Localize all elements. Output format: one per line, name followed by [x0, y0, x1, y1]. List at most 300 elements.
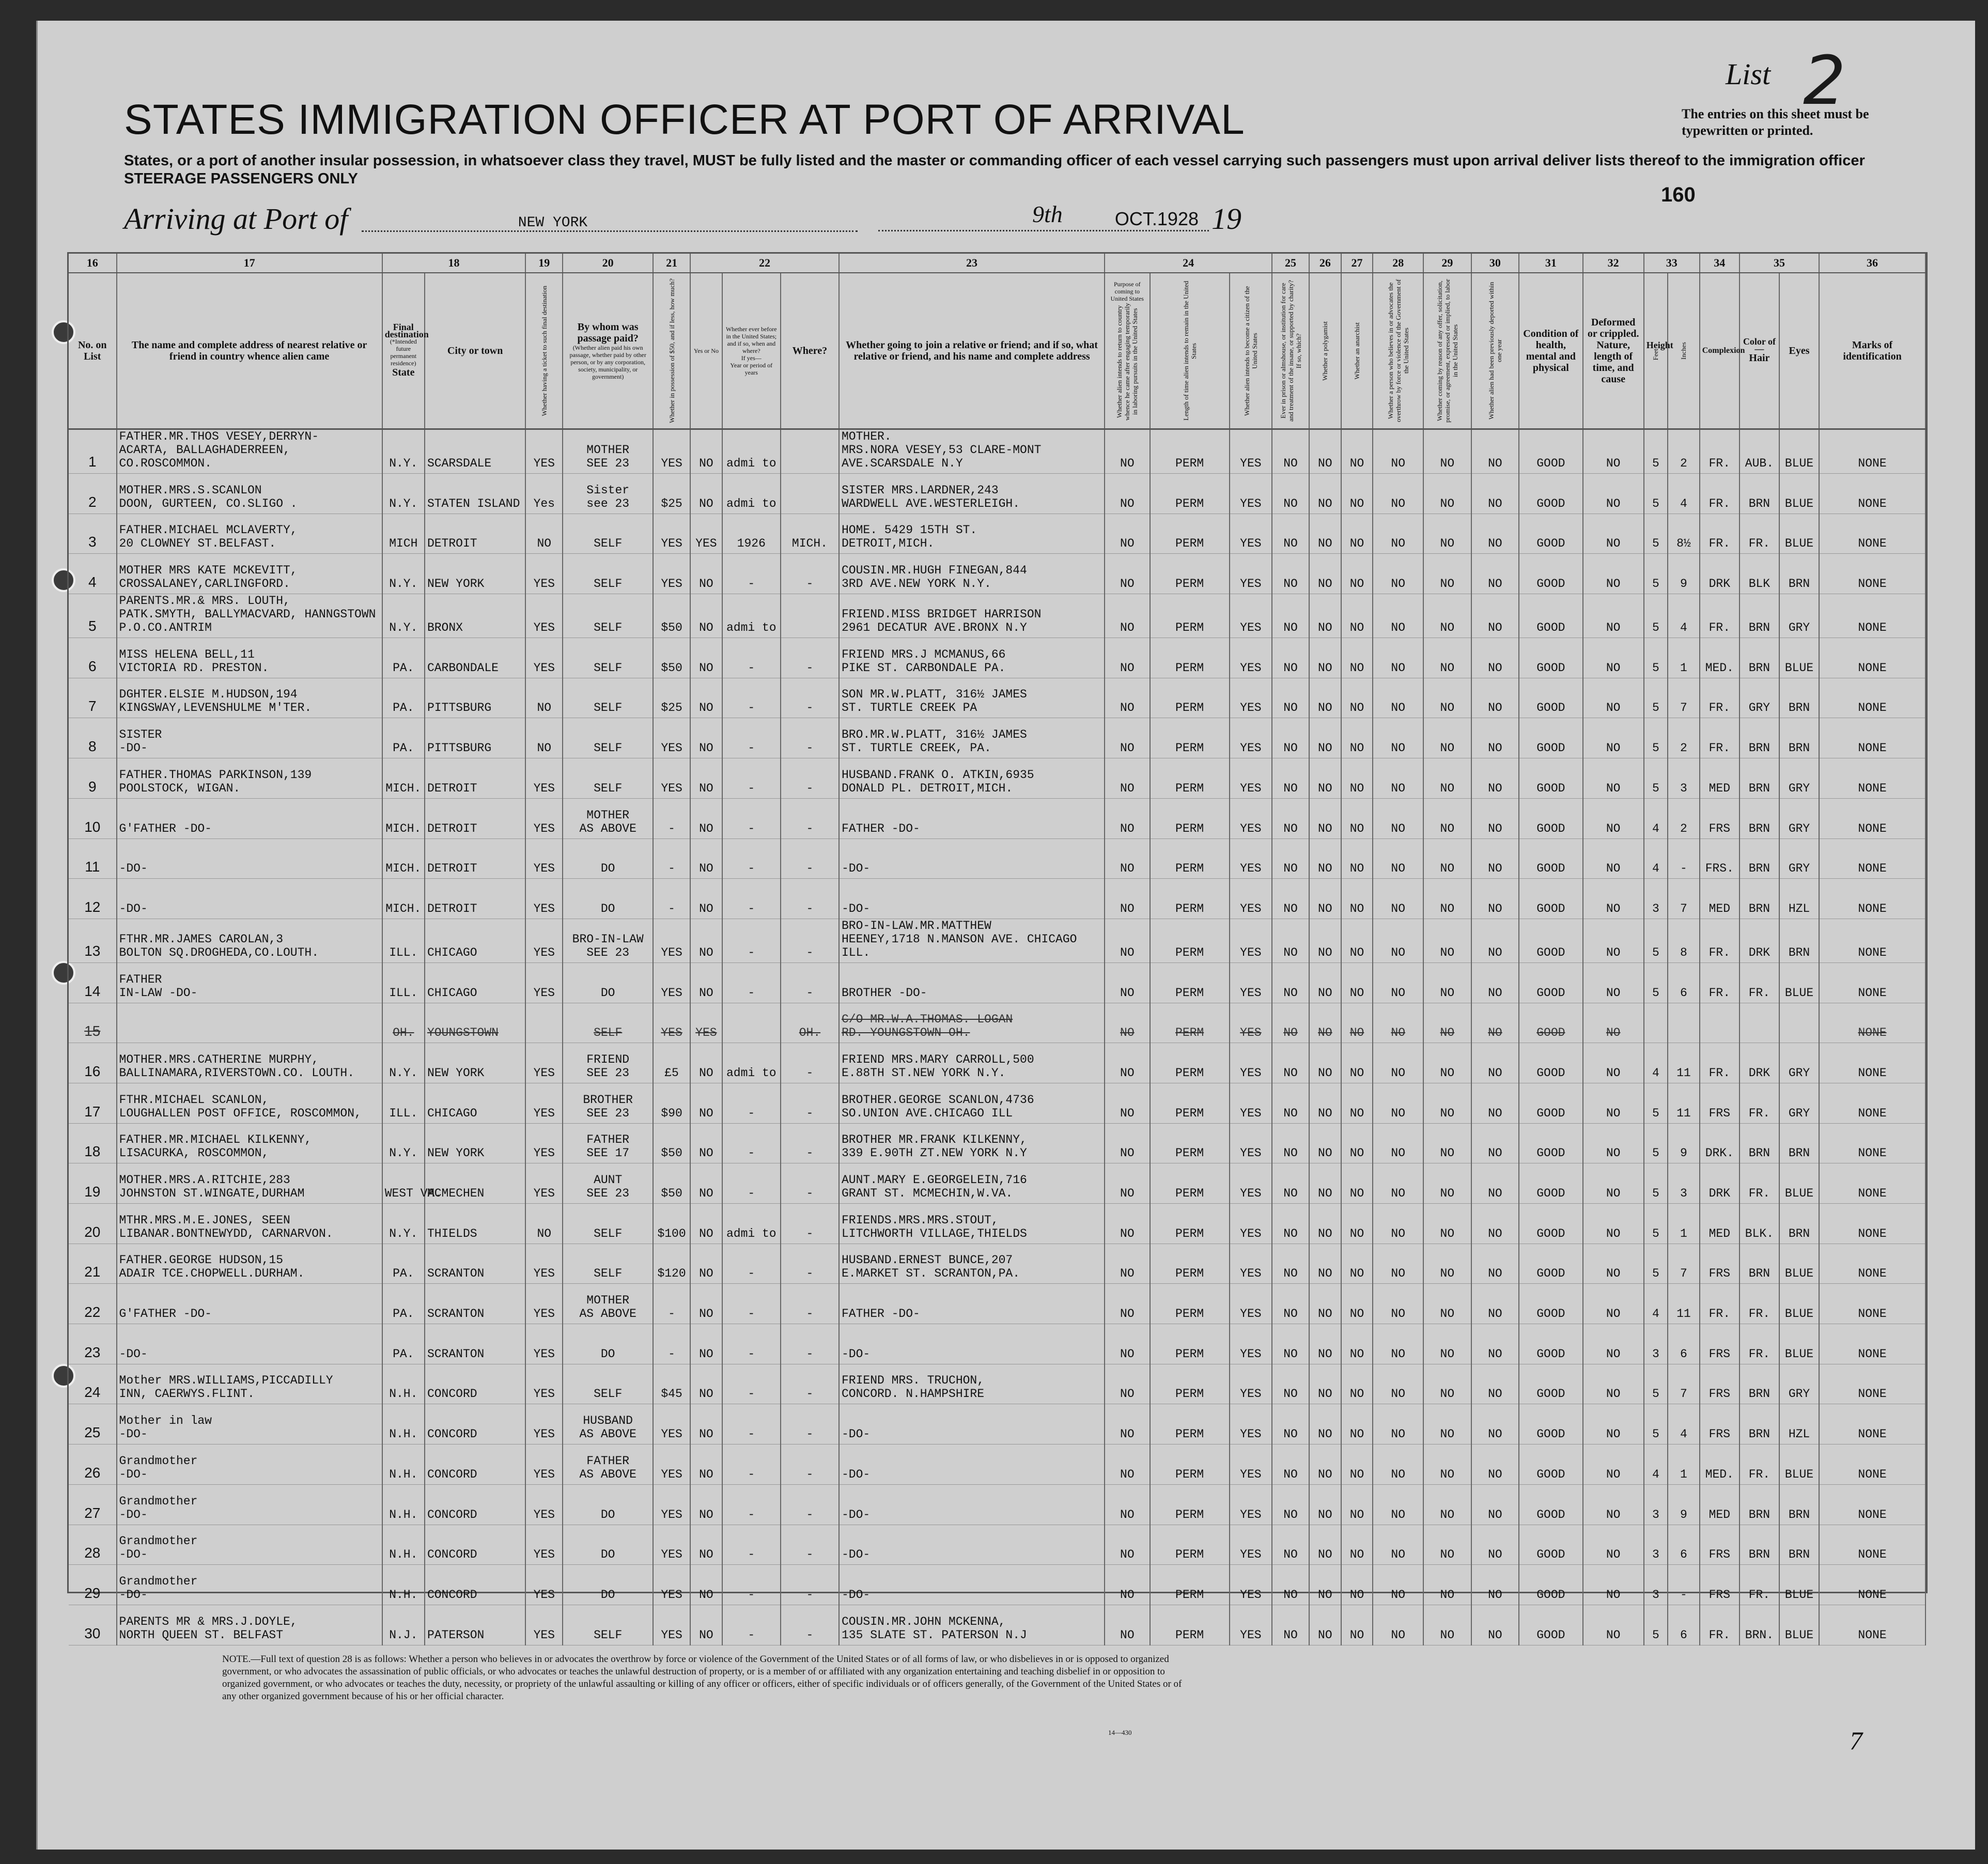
dest-state: PA.: [382, 1244, 425, 1284]
row-number: 30: [69, 1605, 117, 1645]
header-col29-label: Whether coming by reason of any offer, solicitation, promise, or agreement, expressed or implied, to labor in the United States: [1435, 279, 1459, 423]
joining-cell-line1: FRIEND.MISS BRIDGET HARRISON: [841, 608, 1042, 622]
passage-paid: [563, 1083, 653, 1123]
col29-cell: NO: [1423, 1525, 1471, 1565]
table-row: [69, 1163, 1925, 1204]
col28-cell: NO: [1373, 1565, 1423, 1605]
complexion-cell: FRS: [1700, 1565, 1740, 1605]
colnum: 27: [1341, 254, 1373, 273]
relative-address-line1: MOTHER.MRS.S.SCANLON: [119, 483, 262, 497]
health-cell: GOOD: [1519, 962, 1582, 1003]
relative-address: [117, 554, 382, 594]
relative-address-line1: MISS HELENA BELL,11: [119, 647, 255, 661]
fifty-cell: $50: [653, 1123, 690, 1163]
header-inches: [1668, 273, 1700, 429]
header-col28: [1373, 273, 1423, 429]
col27-cell: NO: [1341, 1083, 1373, 1123]
health-cell: GOOD: [1519, 474, 1582, 514]
hair-cell: FR.: [1740, 514, 1779, 554]
ticket-cell: NO: [525, 718, 563, 758]
ticket-cell: YES: [525, 838, 563, 879]
relative-address-line2: -DO-: [119, 741, 148, 755]
passage-paid-line2: DO: [600, 1508, 615, 1521]
col30-cell: NO: [1471, 838, 1519, 879]
table-row: [69, 1525, 1925, 1565]
complexion-cell: MED.: [1700, 638, 1740, 678]
inches-cell: 2: [1668, 798, 1700, 838]
complexion-cell: FR.: [1700, 678, 1740, 718]
fifty-cell: YES: [653, 962, 690, 1003]
complexion-cell: FR.: [1700, 514, 1740, 554]
joining-cell-line2: BROTHER -DO-: [841, 986, 927, 1000]
deformed-cell: NO: [1583, 1043, 1644, 1083]
passage-paid: [563, 594, 653, 638]
purpose-a-cell: NO: [1105, 1565, 1150, 1605]
passage-paid-line2: SELF: [594, 781, 623, 795]
before-cell: NO: [690, 594, 722, 638]
relative-address-line2: JOHNSTON ST.WINGATE,DURHAM: [119, 1187, 305, 1200]
ticket-cell: NO: [525, 1204, 563, 1244]
marks-cell: NONE: [1819, 919, 1925, 962]
passage-paid-line2: DO: [600, 1548, 615, 1562]
purpose-c-cell: YES: [1230, 1123, 1272, 1163]
row-number: 7: [69, 678, 117, 718]
col26-cell: NO: [1309, 962, 1341, 1003]
table-row: [69, 1444, 1925, 1485]
eyes-cell: HZL: [1779, 879, 1819, 919]
where-cell: -: [781, 962, 839, 1003]
table-row: [69, 554, 1925, 594]
health-cell: GOOD: [1519, 798, 1582, 838]
col26-cell: NO: [1309, 1364, 1341, 1404]
col29-cell: NO: [1423, 678, 1471, 718]
fifty-cell: YES: [653, 758, 690, 799]
health-cell: GOOD: [1519, 1083, 1582, 1123]
purpose-a-cell: NO: [1105, 429, 1150, 474]
col30-cell: NO: [1471, 962, 1519, 1003]
complexion-cell: MED: [1700, 758, 1740, 799]
before-cell: NO: [690, 1404, 722, 1444]
where-cell: -: [781, 1244, 839, 1284]
relative-address-line1: MOTHER.MRS.A.RITCHIE,283: [119, 1173, 290, 1187]
colnum: 19: [525, 254, 563, 273]
relative-address: [117, 1123, 382, 1163]
joining-cell: [839, 1123, 1105, 1163]
joining-cell-line1: BRO-IN-LAW.MR.MATTHEW: [841, 919, 991, 933]
feet-cell: 5: [1644, 718, 1668, 758]
ticket-cell: Yes: [525, 474, 563, 514]
col27-cell: NO: [1341, 1565, 1373, 1605]
feet-cell: 4: [1644, 1284, 1668, 1324]
relative-address-line2: -DO-: [119, 1548, 148, 1562]
purpose-a-cell: NO: [1105, 1163, 1150, 1204]
purpose-b-cell: PERM: [1150, 474, 1230, 514]
col26-cell: NO: [1309, 1605, 1341, 1645]
joining-cell-line2: FATHER -DO-: [841, 1307, 920, 1321]
joining-cell-line2: 2961 DECATUR AVE.BRONX N.Y: [841, 621, 1027, 635]
passage-paid: [563, 798, 653, 838]
ticket-cell: [525, 1003, 563, 1043]
passage-paid: [563, 514, 653, 554]
colnum: 23: [839, 254, 1105, 273]
purpose-c-cell: YES: [1230, 758, 1272, 799]
dest-state: N.H.: [382, 1444, 425, 1485]
col28-cell: NO: [1373, 429, 1423, 474]
relative-address-line1: DGHTER.ELSIE M.HUDSON,194: [119, 688, 298, 702]
hair-cell: BRN: [1740, 474, 1779, 514]
purpose-a-cell: NO: [1105, 879, 1150, 919]
ticket-cell: YES: [525, 1043, 563, 1083]
relative-address: [117, 1003, 382, 1043]
relative-address-line2: -DO-: [119, 1467, 148, 1481]
inches-cell: 9: [1668, 1484, 1700, 1525]
joining-cell: [839, 1404, 1105, 1444]
passage-paid-line2: DO: [600, 1588, 615, 1602]
col26-cell: NO: [1309, 638, 1341, 678]
joining-cell-line1: MOTHER.: [841, 430, 892, 443]
feet-cell: 3: [1644, 1324, 1668, 1364]
ticket-cell: YES: [525, 1163, 563, 1204]
purpose-b-cell: PERM: [1150, 919, 1230, 962]
col28-cell: NO: [1373, 919, 1423, 962]
table-row: [69, 1404, 1925, 1444]
relative-address: [117, 758, 382, 799]
passage-paid-line2: SEE 23: [586, 457, 630, 470]
health-cell: GOOD: [1519, 1404, 1582, 1444]
joining-cell: [839, 1163, 1105, 1204]
col30-cell: NO: [1471, 554, 1519, 594]
row-number: 13: [69, 919, 117, 962]
relative-address-line1: PARENTS MR & MRS.J.DOYLE,: [119, 1614, 298, 1628]
joining-cell-line2: -DO-: [841, 1588, 871, 1602]
dest-city: MCMECHEN: [425, 1163, 525, 1204]
col27-cell: NO: [1341, 962, 1373, 1003]
table-row: [69, 638, 1925, 678]
fifty-cell: YES: [653, 554, 690, 594]
deformed-cell: NO: [1583, 962, 1644, 1003]
before-cell: NO: [690, 1364, 722, 1404]
relative-address-line1: Grandmother: [119, 1454, 198, 1468]
purpose-a-cell: NO: [1105, 678, 1150, 718]
joining-cell-line2: -DO-: [841, 862, 871, 876]
header-state-label: State: [392, 367, 415, 378]
table-row: [69, 838, 1925, 879]
inches-cell: 6: [1668, 1324, 1700, 1364]
dest-state: MICH.: [382, 838, 425, 879]
hair-cell: FR.: [1740, 1444, 1779, 1485]
relative-address: [117, 1484, 382, 1525]
relative-address-line2: LIBANAR.BONTNEWYDD, CARNARVON.: [119, 1226, 333, 1240]
ticket-cell: YES: [525, 879, 563, 919]
before-cell: NO: [690, 1284, 722, 1324]
col28-cell: NO: [1373, 1364, 1423, 1404]
where-cell: -: [781, 1484, 839, 1525]
col25-cell: NO: [1272, 1163, 1309, 1204]
complexion-cell: FRS: [1700, 1525, 1740, 1565]
fifty-cell: YES: [653, 1605, 690, 1645]
eyes-cell: BRN: [1779, 919, 1819, 962]
col28-cell: NO: [1373, 879, 1423, 919]
deformed-cell: NO: [1583, 554, 1644, 594]
ticket-cell: YES: [525, 1565, 563, 1605]
where-cell: -: [781, 1404, 839, 1444]
dest-city: SCARSDALE: [425, 429, 525, 474]
col25-cell: NO: [1272, 1444, 1309, 1485]
eyes-cell: GRY: [1779, 838, 1819, 879]
col30-cell: NO: [1471, 1204, 1519, 1244]
inches-cell: 7: [1668, 678, 1700, 718]
passage-paid: [563, 919, 653, 962]
fifty-cell: $100: [653, 1204, 690, 1244]
passage-paid-line2: AS ABOVE: [579, 1467, 636, 1481]
feet-cell: 5: [1644, 638, 1668, 678]
health-cell: GOOD: [1519, 1244, 1582, 1284]
dest-state: N.Y.: [382, 594, 425, 638]
col27-cell: NO: [1341, 1324, 1373, 1364]
year-period-cell: -: [722, 1404, 781, 1444]
eyes-cell: BRN: [1779, 678, 1819, 718]
where-cell: -: [781, 638, 839, 678]
relative-address: [117, 1163, 382, 1204]
marks-cell: NONE: [1819, 1163, 1925, 1204]
before-cell: NO: [690, 1163, 722, 1204]
joining-cell: [839, 594, 1105, 638]
col26-cell: NO: [1309, 429, 1341, 474]
deformed-cell: NO: [1583, 1605, 1644, 1645]
joining-cell-line2: -DO-: [841, 1347, 871, 1361]
health-cell: GOOD: [1519, 514, 1582, 554]
row-number: 14: [69, 962, 117, 1003]
header-state: [382, 273, 429, 429]
complexion-cell: DRK.: [1700, 1123, 1740, 1163]
passage-paid-line2: SELF: [594, 1628, 623, 1642]
joining-cell-line1: BROTHER MR.FRANK KILKENNY,: [841, 1133, 1027, 1147]
dest-city: STATEN ISLAND: [425, 474, 525, 514]
purpose-c-cell: YES: [1230, 1565, 1272, 1605]
col27-cell: NO: [1341, 429, 1373, 474]
joining-cell: [839, 514, 1105, 554]
eyes-cell: [1779, 1003, 1819, 1043]
col29-cell: NO: [1423, 1244, 1471, 1284]
port-field: [362, 215, 858, 232]
col28-cell: NO: [1373, 1444, 1423, 1485]
header-purpose-label: Purpose of coming to United States: [1110, 281, 1144, 302]
deformed-cell: NO: [1583, 1565, 1644, 1605]
purpose-c-cell: YES: [1230, 1043, 1272, 1083]
relative-address-line1: FATHER.GEORGE HUDSON,15: [119, 1253, 283, 1267]
col27-cell: NO: [1341, 919, 1373, 962]
passage-paid-line1: MOTHER: [586, 808, 630, 822]
purpose-c-cell: YES: [1230, 962, 1272, 1003]
feet-cell: 5: [1644, 594, 1668, 638]
header-passage-note: (Whether alien paid his own passage, whether paid by other person, or by any corporation, society, municipality, or government): [569, 344, 646, 380]
purpose-b-cell: PERM: [1150, 798, 1230, 838]
dest-state: N.J.: [382, 1605, 425, 1645]
year-period-cell: -: [722, 758, 781, 799]
dest-city: DETROIT: [425, 798, 525, 838]
dest-city: NEW YORK: [425, 554, 525, 594]
year-period-cell: admi to: [722, 594, 781, 638]
year-period-cell: -: [722, 1083, 781, 1123]
col25-cell: NO: [1272, 554, 1309, 594]
col26-cell: NO: [1309, 919, 1341, 962]
col30-cell: NO: [1471, 798, 1519, 838]
where-cell: -: [781, 798, 839, 838]
joining-cell: [839, 1525, 1105, 1565]
col27-cell: NO: [1341, 879, 1373, 919]
inches-cell: 1: [1668, 1444, 1700, 1485]
health-cell: GOOD: [1519, 1324, 1582, 1364]
joining-cell: [839, 1083, 1105, 1123]
header-passage-label: By whom was passage paid?: [577, 321, 639, 344]
ticket-cell: YES: [525, 554, 563, 594]
deformed-cell: NO: [1583, 1364, 1644, 1404]
inches-cell: 3: [1668, 1163, 1700, 1204]
complexion-cell: FR.: [1700, 594, 1740, 638]
dest-state: PA.: [382, 638, 425, 678]
joining-cell: [839, 718, 1105, 758]
joining-cell-line2: SO.UNION AVE.CHICAGO ILL: [841, 1106, 1013, 1120]
joining-cell: [839, 1605, 1105, 1645]
ticket-cell: YES: [525, 594, 563, 638]
purpose-b-cell: PERM: [1150, 1123, 1230, 1163]
col29-cell: NO: [1423, 1484, 1471, 1525]
colnum: 26: [1309, 254, 1341, 273]
dest-city: DETROIT: [425, 879, 525, 919]
relative-address: [117, 1284, 382, 1324]
col28-cell: NO: [1373, 718, 1423, 758]
marks-cell: NONE: [1819, 1244, 1925, 1284]
hair-cell: FR.: [1740, 962, 1779, 1003]
relative-address: [117, 879, 382, 919]
relative-address-line2: -DO-: [119, 902, 148, 915]
joining-cell-line1: SISTER MRS.LARDNER,243: [841, 483, 999, 497]
year-period-cell: -: [722, 1525, 781, 1565]
col29-cell: NO: [1423, 1083, 1471, 1123]
year-period-cell: -: [722, 1605, 781, 1645]
feet-cell: 5: [1644, 429, 1668, 474]
marks-cell: NONE: [1819, 798, 1925, 838]
header-feet-label: Feet: [1652, 348, 1660, 361]
marks-cell: NONE: [1819, 1324, 1925, 1364]
marks-cell: NONE: [1819, 474, 1925, 514]
col28-cell: NO: [1373, 1284, 1423, 1324]
deformed-cell: NO: [1583, 1123, 1644, 1163]
col30-cell: NO: [1471, 429, 1519, 474]
header-purpose-b-label: Length of time alien intends to remain in the United States: [1182, 281, 1198, 421]
ticket-cell: YES: [525, 1444, 563, 1485]
joining-cell-line2: -DO-: [841, 1467, 871, 1481]
col25-cell: NO: [1272, 638, 1309, 678]
purpose-a-cell: NO: [1105, 1404, 1150, 1444]
joining-cell-line1: FRIEND MRS.MARY CARROLL,500: [841, 1052, 1034, 1066]
where-cell: -: [781, 1043, 839, 1083]
list-label: List: [1726, 57, 1771, 91]
hair-cell: BRN: [1740, 638, 1779, 678]
passage-paid: [563, 718, 653, 758]
hair-cell: BRN: [1740, 838, 1779, 879]
joining-cell-line1: FRIENDS.MRS.MRS.STOUT,: [841, 1213, 999, 1227]
year-period-cell: -: [722, 879, 781, 919]
ticket-cell: YES: [525, 758, 563, 799]
col29-cell: NO: [1423, 1565, 1471, 1605]
col26-cell: NO: [1309, 1083, 1341, 1123]
dest-state: N.Y.: [382, 1043, 425, 1083]
deformed-cell: NO: [1583, 758, 1644, 799]
marks-cell: NONE: [1819, 1565, 1925, 1605]
year-period-cell: -: [722, 678, 781, 718]
eyes-cell: BRN: [1779, 1525, 1819, 1565]
passage-paid: [563, 1043, 653, 1083]
purpose-b-cell: PERM: [1150, 1284, 1230, 1324]
relative-address: [117, 962, 382, 1003]
col28-cell: NO: [1373, 838, 1423, 879]
inches-cell: 11: [1668, 1043, 1700, 1083]
relative-address-line2: BOLTON SQ.DROGHEDA,CO.LOUTH.: [119, 945, 319, 959]
eyes-cell: GRY: [1779, 594, 1819, 638]
where-cell: -: [781, 919, 839, 962]
relative-address: [117, 1605, 382, 1645]
year-period-cell: -: [722, 919, 781, 962]
hair-cell: FR.: [1740, 1324, 1779, 1364]
marks-cell: NONE: [1819, 838, 1925, 879]
header-col26-label: Whether a polygamist: [1321, 321, 1329, 381]
dest-state: N.Y.: [382, 1123, 425, 1163]
fifty-cell: YES: [653, 1525, 690, 1565]
purpose-a-cell: NO: [1105, 1444, 1150, 1485]
col29-cell: NO: [1423, 1605, 1471, 1645]
purpose-b-cell: PERM: [1150, 1484, 1230, 1525]
joining-cell: [839, 638, 1105, 678]
purpose-a-cell: NO: [1105, 1003, 1150, 1043]
col27-cell: NO: [1341, 1123, 1373, 1163]
ticket-cell: YES: [525, 919, 563, 962]
port-value: NEW YORK: [518, 215, 588, 231]
joining-cell-line2: RD. YOUNGSTOWN OH.: [841, 1026, 970, 1040]
col27-cell: NO: [1341, 1284, 1373, 1324]
purpose-a-cell: NO: [1105, 838, 1150, 879]
dest-city: DETROIT: [425, 758, 525, 799]
dest-city: BRONX: [425, 594, 525, 638]
table-row: [69, 798, 1925, 838]
health-cell: GOOD: [1519, 1364, 1582, 1404]
col27-cell: NO: [1341, 1163, 1373, 1204]
deformed-cell: NO: [1583, 1444, 1644, 1485]
year-period-cell: admi to: [722, 429, 781, 474]
year-period-cell: admi to: [722, 1204, 781, 1244]
passage-paid: [563, 758, 653, 799]
passage-paid-line2: AS ABOVE: [579, 1427, 636, 1441]
relative-address-line2: PATK.SMYTH, BALLYMACVARD, HANNGSTOWN P.O.CO.ANTRIM: [119, 608, 376, 635]
purpose-b-cell: PERM: [1150, 1003, 1230, 1043]
dest-city: PITTSBURG: [425, 718, 525, 758]
date-value: OCT.1928: [1114, 208, 1199, 229]
feet-cell: 5: [1644, 1204, 1668, 1244]
purpose-c-cell: YES: [1230, 1525, 1272, 1565]
col28-cell: NO: [1373, 962, 1423, 1003]
joining-cell: [839, 1444, 1105, 1485]
col30-cell: NO: [1471, 1284, 1519, 1324]
before-cell: NO: [690, 554, 722, 594]
colnum: 33: [1644, 254, 1700, 273]
purpose-c-cell: YES: [1230, 474, 1272, 514]
col26-cell: NO: [1309, 718, 1341, 758]
dest-state: WEST VA.: [382, 1163, 425, 1204]
purpose-b-cell: PERM: [1150, 594, 1230, 638]
joining-cell-line2: -DO-: [841, 1427, 871, 1441]
manifest-table: [69, 254, 1926, 1645]
purpose-b-cell: PERM: [1150, 678, 1230, 718]
